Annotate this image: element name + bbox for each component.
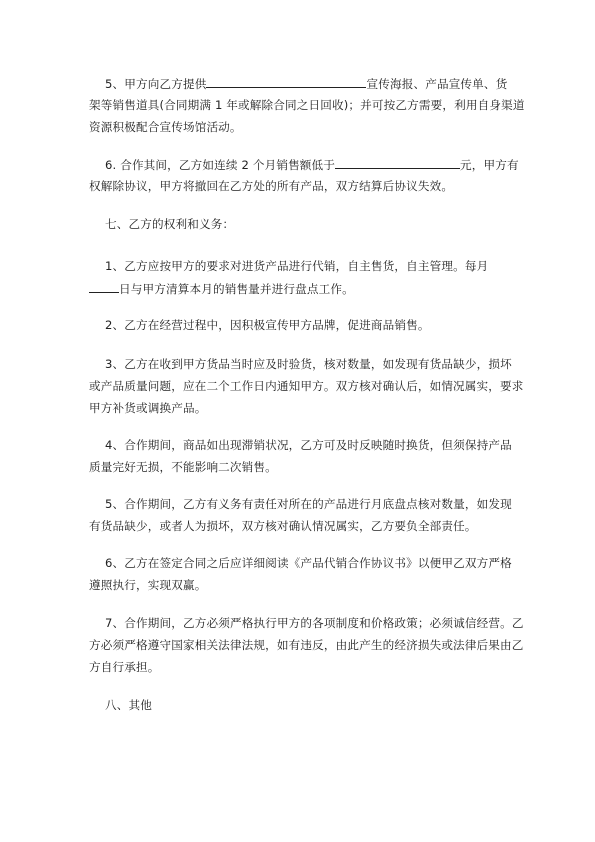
text-line: 遵照执行，实现双赢。 — [89, 578, 207, 592]
text-line: 日与甲方清算本月的销售量并进行盘点工作。 — [89, 281, 354, 296]
text-line: 方自行承担。 — [89, 660, 160, 674]
text-line: 2、乙方在经营过程中，因积极宣传甲方品牌，促进商品销售。 — [105, 318, 430, 332]
text-line: 权解除协议，甲方将撤回在乙方处的所有产品，双方结算后协议失效。 — [89, 179, 454, 193]
fill-in-blank[interactable] — [206, 76, 366, 88]
text-line: 5、甲方向乙方提供 宣传海报、产品宣传单、货 — [105, 77, 508, 91]
text-line: 5、合作期间，乙方有义务有责任对所在的产品进行月底盘点核对数量，如发现 — [105, 497, 512, 511]
section-heading: 八、其他 — [105, 698, 152, 712]
text-line: 方必须严格遵守国家相关法律法规，如有违反，由此产生的经济损失或法律后果由乙 — [89, 638, 524, 652]
text-line: 有货品缺少，或者人为损坏，双方核对确认情况属实，乙方要负全部责任。 — [89, 519, 477, 533]
text-line: 资源积极配合宣传场馆活动。 — [89, 120, 242, 134]
text-line: 3、乙方在收到甲方货品当时应及时验货，核对数量，如发现有货品缺少，损坏 — [105, 357, 512, 371]
text-line: 6. 合作其间，乙方如连续 2 个月销售额低于 元，甲方有 — [105, 158, 519, 172]
text-line: 4、合作期间，商品如出现滞销状况，乙方可及时反映随时换货，但须保持产品 — [105, 438, 512, 452]
fill-in-blank[interactable] — [335, 157, 460, 169]
text-line: 1、乙方应按甲方的要求对进货产品进行代销，自主售货，自主管理。每月 — [105, 259, 489, 273]
text-line: 或产品质量问题，应在二个工作日内通知甲方。双方核对确认后，如情况属实，要求 — [89, 379, 524, 393]
text-line: 6、乙方在签定合同之后应详细阅读《产品代销合作协议书》以便甲乙双方严格 — [105, 556, 512, 570]
fill-in-blank[interactable] — [89, 281, 119, 293]
section-heading: 七、乙方的权利和义务： — [105, 217, 235, 231]
text-line: 架等销售道具(合同期满 1 年或解除合同之日回收)；并可按乙方需要，利用自身渠道 — [89, 98, 525, 112]
text-line: 7、合作期间，乙方必须严格执行甲方的各项制度和价格政策；必须诚信经营。乙 — [105, 616, 524, 630]
text-line: 质量完好无损，不能影响二次销售。 — [89, 460, 277, 474]
text-line: 甲方补货或调换产品。 — [89, 401, 207, 415]
